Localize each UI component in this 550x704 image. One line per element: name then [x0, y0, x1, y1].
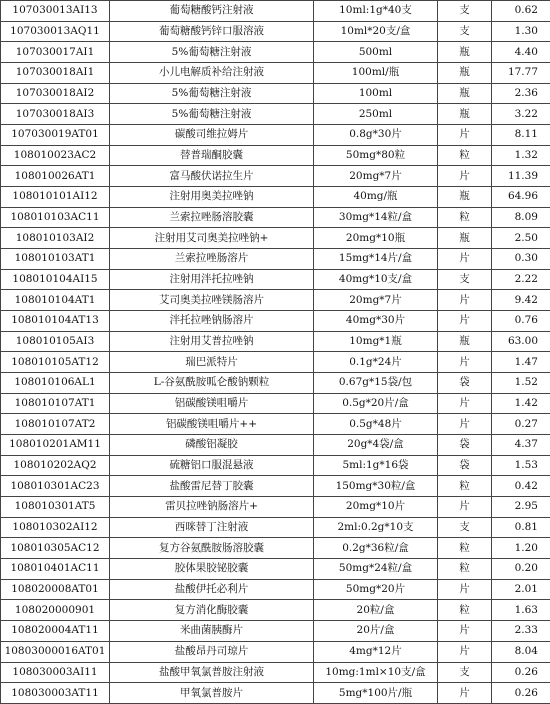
cell-unit: 瓶	[438, 104, 492, 125]
table-row	[1, 559, 550, 580]
table-row	[1, 145, 550, 166]
table-row	[1, 228, 550, 249]
cell-unit: 片	[438, 621, 492, 642]
cell-drug-name: 雷贝拉唑钠肠溶片+	[110, 497, 314, 518]
table-row	[1, 187, 550, 208]
cell-unit: 粒	[438, 538, 492, 559]
cell-spec: 20粒/盒	[314, 600, 438, 621]
cell-spec: 20mg*7片	[314, 290, 438, 311]
cell-code: 108010023AC2	[1, 145, 110, 166]
cell-price: 0.81	[492, 517, 550, 538]
cell-price: 1.53	[492, 455, 550, 476]
table-row	[1, 641, 550, 662]
cell-code: 108010105AI3	[1, 331, 110, 352]
cell-spec: 0.8g*30片	[314, 125, 438, 146]
cell-drug-name: 硫糖铝口服混悬液	[110, 455, 314, 476]
table-row	[1, 621, 550, 642]
cell-code: 108010401AC11	[1, 559, 110, 580]
cell-code: 108020008AT01	[1, 579, 110, 600]
cell-drug-name: 兰索拉唑肠溶片	[110, 249, 314, 270]
cell-spec: 0.67g*15袋/包	[314, 373, 438, 394]
cell-unit: 袋	[438, 435, 492, 456]
cell-drug-name: 5%葡萄糖注射液	[110, 83, 314, 104]
cell-drug-name: 盐酸雷尼替丁胶囊	[110, 476, 314, 497]
cell-unit: 袋	[438, 455, 492, 476]
cell-price: 1.30	[492, 21, 550, 42]
cell-drug-name: 5%葡萄糖注射液	[110, 104, 314, 125]
table-row	[1, 125, 550, 146]
cell-drug-name: 泮托拉唑钠肠溶片	[110, 311, 314, 332]
cell-unit: 支	[438, 662, 492, 683]
cell-drug-name: 艾司奥美拉唑镁肠溶片	[110, 290, 314, 311]
cell-drug-name: 兰索拉唑肠溶胶囊	[110, 207, 314, 228]
cell-code: 107030019AT01	[1, 125, 110, 146]
cell-drug-name: 替普瑞酮胶囊	[110, 145, 314, 166]
cell-spec: 250ml	[314, 104, 438, 125]
cell-drug-name: 磷酸铝凝胶	[110, 435, 314, 456]
cell-drug-name: 注射用艾司奥美拉唑钠+	[110, 228, 314, 249]
cell-price: 0.26	[492, 662, 550, 683]
table-row	[1, 373, 550, 394]
cell-unit: 袋	[438, 373, 492, 394]
cell-code: 108010101AI12	[1, 187, 110, 208]
cell-unit: 片	[438, 683, 492, 704]
cell-price: 2.01	[492, 579, 550, 600]
cell-price: 8.11	[492, 125, 550, 146]
cell-price: 1.20	[492, 538, 550, 559]
cell-price: 1.63	[492, 600, 550, 621]
cell-code: 10803000016AT01	[1, 641, 110, 662]
cell-code: 107030017AI1	[1, 42, 110, 63]
cell-code: 107030013AI13	[1, 1, 110, 22]
cell-unit: 粒	[438, 600, 492, 621]
table-row	[1, 1, 550, 22]
cell-price: 1.52	[492, 373, 550, 394]
cell-unit: 瓶	[438, 187, 492, 208]
cell-drug-name: 小儿电解质补给注射液	[110, 63, 314, 84]
cell-spec: 40mg*30片	[314, 311, 438, 332]
cell-spec: 5ml:1g*16袋	[314, 455, 438, 476]
cell-drug-name: 铝碳酸镁咀嚼片++	[110, 414, 314, 435]
cell-price: 2.50	[492, 228, 550, 249]
cell-price: 0.76	[492, 311, 550, 332]
table-row	[1, 538, 550, 559]
cell-code: 108010105AT12	[1, 352, 110, 373]
cell-drug-name: 复方消化酶胶囊	[110, 600, 314, 621]
cell-unit: 片	[438, 393, 492, 414]
cell-spec: 150mg*30粒/盒	[314, 476, 438, 497]
cell-code: 107030018AI3	[1, 104, 110, 125]
cell-spec: 20mg*10瓶	[314, 228, 438, 249]
cell-price: 9.42	[492, 290, 550, 311]
cell-unit: 片	[438, 414, 492, 435]
cell-spec: 20片/盒	[314, 621, 438, 642]
cell-drug-name: L-谷氨酰胺呱仑酸钠颗粒	[110, 373, 314, 394]
table-row	[1, 393, 550, 414]
cell-spec: 20mg*7片	[314, 166, 438, 187]
table-row	[1, 269, 550, 290]
cell-spec: 2ml:0.2g*10支	[314, 517, 438, 538]
cell-unit: 片	[438, 166, 492, 187]
cell-drug-name: 西咪替丁注射液	[110, 517, 314, 538]
cell-drug-name: 注射用奥美拉唑钠	[110, 187, 314, 208]
table-row	[1, 42, 550, 63]
cell-drug-name: 铝碳酸镁咀嚼片	[110, 393, 314, 414]
cell-code: 108030003AT11	[1, 683, 110, 704]
cell-code: 108010305AC12	[1, 538, 110, 559]
table-row	[1, 435, 550, 456]
cell-unit: 瓶	[438, 42, 492, 63]
cell-spec: 100ml/瓶	[314, 63, 438, 84]
cell-unit: 粒	[438, 559, 492, 580]
cell-price: 8.04	[492, 641, 550, 662]
table-row	[1, 311, 550, 332]
cell-spec: 50mg*80粒	[314, 145, 438, 166]
cell-code: 108030003AI11	[1, 662, 110, 683]
cell-price: 0.62	[492, 1, 550, 22]
cell-drug-name: 胶体果胶铋胶囊	[110, 559, 314, 580]
cell-spec: 10ml*20支/盒	[314, 21, 438, 42]
table-row	[1, 21, 550, 42]
table-row	[1, 683, 550, 704]
cell-code: 108020000901	[1, 600, 110, 621]
cell-unit: 片	[438, 352, 492, 373]
cell-price: 17.77	[492, 63, 550, 84]
cell-unit: 支	[438, 517, 492, 538]
cell-code: 108010302AI12	[1, 517, 110, 538]
cell-code: 108010106AL1	[1, 373, 110, 394]
cell-spec: 15mg*14片/盒	[314, 249, 438, 270]
cell-drug-name: 盐酸昂丹司琼片	[110, 641, 314, 662]
cell-unit: 片	[438, 311, 492, 332]
cell-drug-name: 盐酸甲氧氯普胺注射液	[110, 662, 314, 683]
cell-spec: 500ml	[314, 42, 438, 63]
cell-drug-name: 甲氧氯普胺片	[110, 683, 314, 704]
table-row	[1, 414, 550, 435]
cell-spec: 4mg*12片	[314, 641, 438, 662]
cell-price: 0.42	[492, 476, 550, 497]
table-row	[1, 455, 550, 476]
cell-price: 4.37	[492, 435, 550, 456]
cell-spec: 10mg:1ml×10支/盒	[314, 662, 438, 683]
cell-drug-name: 瑞巴派特片	[110, 352, 314, 373]
cell-unit: 片	[438, 641, 492, 662]
table-body	[1, 1, 550, 704]
cell-unit: 粒	[438, 207, 492, 228]
table-row	[1, 290, 550, 311]
cell-unit: 片	[438, 290, 492, 311]
cell-spec: 20g*4袋/盒	[314, 435, 438, 456]
cell-code: 107030018AI1	[1, 63, 110, 84]
table-row	[1, 497, 550, 518]
cell-spec: 0.2g*36粒/盒	[314, 538, 438, 559]
cell-spec: 50mg*24粒/盒	[314, 559, 438, 580]
cell-code: 108010104AI15	[1, 269, 110, 290]
cell-unit: 瓶	[438, 63, 492, 84]
cell-drug-name: 葡萄糖酸钙锌口服溶液	[110, 21, 314, 42]
cell-price: 2.36	[492, 83, 550, 104]
cell-code: 108010201AM11	[1, 435, 110, 456]
cell-price: 64.96	[492, 187, 550, 208]
cell-price: 2.33	[492, 621, 550, 642]
table-row	[1, 83, 550, 104]
cell-spec: 5mg*100片/瓶	[314, 683, 438, 704]
cell-spec: 100ml	[314, 83, 438, 104]
cell-drug-name: 盐酸伊托必利片	[110, 579, 314, 600]
cell-price: 4.40	[492, 42, 550, 63]
cell-price: 0.20	[492, 559, 550, 580]
cell-unit: 粒	[438, 145, 492, 166]
cell-unit: 支	[438, 1, 492, 22]
table-row	[1, 104, 550, 125]
cell-spec: 0.5g*48片	[314, 414, 438, 435]
cell-price: 8.09	[492, 207, 550, 228]
cell-code: 108010107AT2	[1, 414, 110, 435]
cell-drug-name: 5%葡萄糖注射液	[110, 42, 314, 63]
table-row	[1, 249, 550, 270]
cell-unit: 片	[438, 497, 492, 518]
table-row	[1, 166, 550, 187]
cell-unit: 支	[438, 269, 492, 290]
cell-code: 108010107AT1	[1, 393, 110, 414]
cell-price: 3.22	[492, 104, 550, 125]
cell-unit: 粒	[438, 476, 492, 497]
cell-price: 1.47	[492, 352, 550, 373]
cell-price: 0.27	[492, 414, 550, 435]
cell-drug-name: 注射用泮托拉唑钠	[110, 269, 314, 290]
table-row	[1, 476, 550, 497]
table-row	[1, 352, 550, 373]
cell-code: 108010301AC23	[1, 476, 110, 497]
table-row	[1, 579, 550, 600]
cell-spec: 40mg*10支/盒	[314, 269, 438, 290]
table-row	[1, 207, 550, 228]
cell-spec: 0.1g*24片	[314, 352, 438, 373]
cell-code: 108010301AT5	[1, 497, 110, 518]
table-row	[1, 517, 550, 538]
cell-spec: 40mg/瓶	[314, 187, 438, 208]
cell-price: 63.00	[492, 331, 550, 352]
cell-drug-name: 米曲菌胰酶片	[110, 621, 314, 642]
cell-unit: 瓶	[438, 228, 492, 249]
cell-unit: 支	[438, 21, 492, 42]
cell-code: 107030018AI2	[1, 83, 110, 104]
cell-code: 108010104AT13	[1, 311, 110, 332]
cell-drug-name: 复方谷氨酰胺肠溶胶囊	[110, 538, 314, 559]
table-row	[1, 600, 550, 621]
cell-spec: 50mg*20片	[314, 579, 438, 600]
cell-spec: 20mg*10片	[314, 497, 438, 518]
cell-spec: 10mg*1瓶	[314, 331, 438, 352]
cell-price: 0.30	[492, 249, 550, 270]
cell-code: 107030013AQ11	[1, 21, 110, 42]
cell-spec: 10ml:1g*40支	[314, 1, 438, 22]
cell-spec: 0.5g*20片/盒	[314, 393, 438, 414]
cell-code: 108010104AT1	[1, 290, 110, 311]
cell-spec: 30mg*14粒/盒	[314, 207, 438, 228]
cell-drug-name: 碳酸司维拉姆片	[110, 125, 314, 146]
cell-price: 11.39	[492, 166, 550, 187]
cell-code: 108010026AT1	[1, 166, 110, 187]
cell-code: 108020004AT11	[1, 621, 110, 642]
cell-drug-name: 富马酸伏诺拉生片	[110, 166, 314, 187]
cell-price: 2.95	[492, 497, 550, 518]
cell-price: 0.26	[492, 683, 550, 704]
cell-unit: 片	[438, 125, 492, 146]
cell-price: 1.42	[492, 393, 550, 414]
cell-price: 1.32	[492, 145, 550, 166]
table-row	[1, 63, 550, 84]
cell-unit: 片	[438, 249, 492, 270]
cell-code: 108010103AC11	[1, 207, 110, 228]
cell-unit: 片	[438, 579, 492, 600]
cell-unit: 瓶	[438, 83, 492, 104]
cell-code: 108010202AQ2	[1, 455, 110, 476]
cell-drug-name: 注射用艾普拉唑钠	[110, 331, 314, 352]
table-row	[1, 331, 550, 352]
cell-unit: 瓶	[438, 331, 492, 352]
cell-code: 108010103AI2	[1, 228, 110, 249]
cell-drug-name: 葡萄糖酸钙注射液	[110, 1, 314, 22]
table-row	[1, 662, 550, 683]
cell-price: 2.22	[492, 269, 550, 290]
cell-code: 108010103AT1	[1, 249, 110, 270]
